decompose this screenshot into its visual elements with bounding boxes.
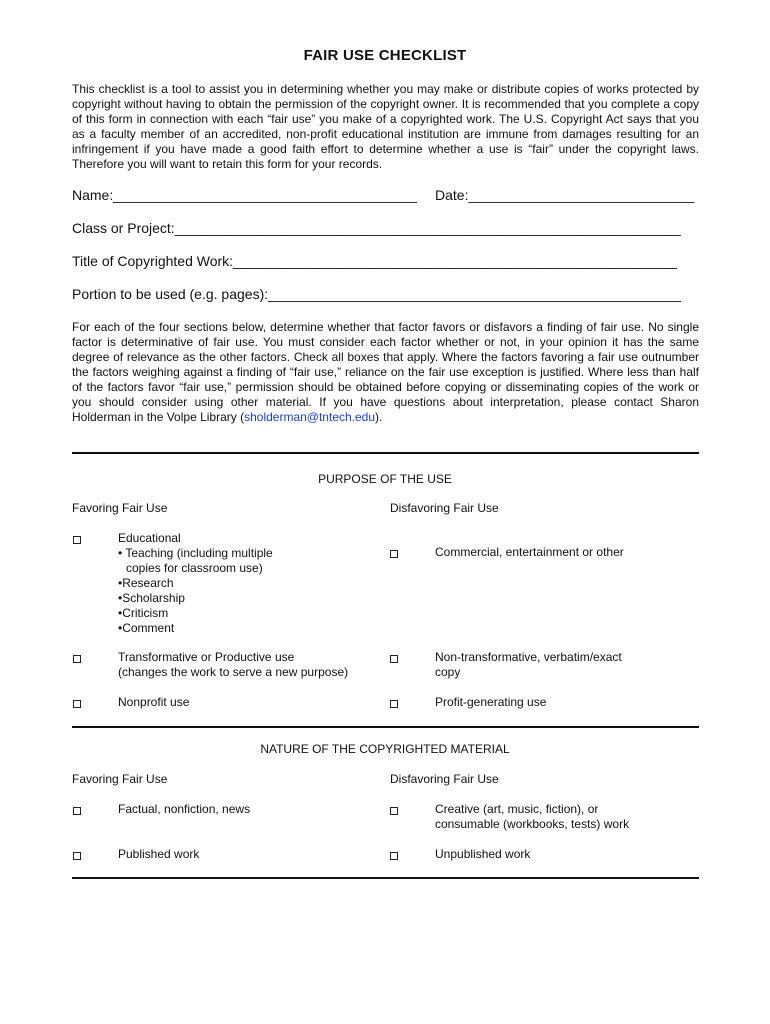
item-profit-generating	[435, 695, 546, 710]
item-line: Unpublished work	[435, 847, 531, 861]
item-line: Nonprofit use	[118, 695, 190, 709]
item-unpublished	[435, 847, 530, 862]
nature-heading: NATURE OF THE COPYRIGHTED MATERIAL	[260, 742, 510, 756]
checkbox-nonprofit[interactable]	[73, 700, 81, 708]
purpose-favoring-heading: Favoring Fair Use	[72, 501, 168, 515]
intro-paragraph: This checklist is a tool to assist you in determining whether you may make or distribute copies of works protected by copyright without having to obtain the permission of the copyright owner. It is recommended that you complete a copy of this form in connection with each “fair use” you make of a copyrighted work. The U.S. Copyright Act says that you as a faculty member of an accredited, non-profit educational institution are immune from damages resulting for an infringement if you have made a good faith effort to determine whether a use is “fair” under the copyright laws. Therefore you will want to retain this form for your records.	[72, 82, 699, 171]
title-copyrighted-work-field[interactable]: Title of Copyrighted Work:_________________________________________________________	[72, 253, 677, 269]
portion-field[interactable]: Portion to be used (e.g. pages):_____________________________________________________	[72, 286, 681, 302]
checkbox-non-transformative[interactable]	[390, 655, 398, 663]
item-commercial	[435, 545, 624, 560]
checkbox-educational[interactable]	[73, 536, 81, 544]
item-non-transformative	[435, 650, 622, 680]
purpose-disfavoring-heading: Disfavoring Fair Use	[390, 501, 499, 515]
checkbox-published[interactable]	[73, 852, 81, 860]
item-transformative	[118, 650, 348, 680]
item-line: Commercial, entertainment or other	[435, 545, 624, 559]
item-line: Factual, nonfiction, news	[118, 802, 251, 816]
item-line: Profit-generating use	[435, 695, 547, 709]
item-line: Published work	[118, 847, 200, 861]
item-line: • Teaching (including multiple	[118, 546, 273, 560]
purpose-heading: PURPOSE OF THE USE	[318, 472, 452, 486]
checkbox-factual[interactable]	[73, 807, 81, 815]
nature-favoring-heading: Favoring Fair Use	[72, 772, 168, 786]
section-divider	[72, 726, 699, 728]
item-line: Educational	[118, 531, 181, 545]
nature-disfavoring-heading: Disfavoring Fair Use	[390, 772, 499, 786]
checkbox-commercial[interactable]	[390, 550, 398, 558]
item-line: •Scholarship	[118, 591, 185, 605]
instructions-end: ).	[375, 410, 383, 424]
section-divider	[72, 452, 699, 454]
item-factual	[118, 802, 250, 817]
item-line: •Criticism	[118, 606, 169, 620]
item-line: Creative (art, music, fiction), or	[435, 802, 599, 816]
item-line: copies for classroom use)	[126, 561, 263, 575]
section-divider	[72, 877, 699, 879]
page-title: FAIR USE CHECKLIST	[303, 47, 467, 64]
item-nonprofit	[118, 695, 189, 710]
item-published	[118, 847, 199, 862]
item-line: Non-transformative, verbatim/exact	[435, 650, 622, 664]
item-line: copy	[435, 665, 461, 679]
item-line: consumable (workbooks, tests) work	[435, 817, 630, 831]
checkbox-profit-generating[interactable]	[390, 700, 398, 708]
item-line: •Research	[118, 576, 174, 590]
item-line: Transformative or Productive use	[118, 650, 295, 664]
class-project-field[interactable]: Class or Project:_________________________________________________________________	[72, 220, 681, 236]
instructions-text: For each of the four sections below, determine whether that factor favors or disfavors a finding of fair use. No single factor is determinative of fair use. You must consider each factor whether or not, in your opinion it has the same degree of relevance as the other factors. Check all boxes that apply. Where the factors favoring a fair use outnumber the factors weighing against a finding of “fair use,” reliance on the fair use exception is justified. Where less than half of the factors favor “fair use,” permission should be obtained before copying or disseminating copies of the work or you should consider using other material. If you have questions about interpretation, please contact Sharon Holderman in the Volpe Library (	[72, 320, 699, 424]
instructions-paragraph	[72, 320, 699, 425]
checkbox-transformative[interactable]	[73, 655, 81, 663]
date-field[interactable]: Date:_____________________________	[435, 187, 695, 203]
item-creative	[435, 802, 629, 832]
item-line: •Comment	[118, 621, 175, 635]
email-link[interactable]: sholderman@tntech.edu	[244, 410, 376, 424]
name-field[interactable]: Name:_______________________________________	[72, 187, 417, 203]
checkbox-unpublished[interactable]	[390, 852, 398, 860]
checkbox-creative[interactable]	[390, 807, 398, 815]
item-line: (changes the work to serve a new purpose)	[118, 665, 349, 679]
item-educational	[118, 531, 273, 636]
